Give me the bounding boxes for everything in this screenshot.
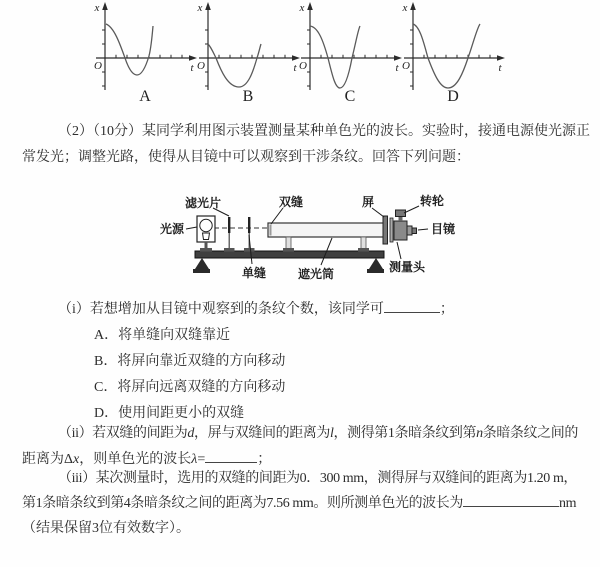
option-d-label: D． bbox=[94, 406, 119, 421]
double-slit-plate bbox=[270, 225, 272, 236]
option-a-label: A． bbox=[94, 328, 119, 343]
q-ii-equals: = bbox=[197, 452, 206, 467]
graph-c-caption: C bbox=[344, 88, 356, 105]
answer-blank-ii bbox=[205, 449, 257, 463]
option-a-text: 将单缝向双缝靠近 bbox=[118, 328, 231, 343]
graph-c bbox=[294, 0, 406, 112]
q-ii-seg2: ，屏与双缝间的距离为 bbox=[194, 426, 330, 441]
apparatus-svg bbox=[150, 185, 480, 300]
filter-holder bbox=[224, 217, 235, 252]
option-a bbox=[22, 323, 588, 349]
t-axis-label: t bbox=[498, 62, 502, 74]
optical-bench bbox=[193, 251, 384, 273]
wave-curve bbox=[106, 24, 153, 75]
question-intro bbox=[22, 119, 588, 171]
y-axis-arrow-icon bbox=[410, 2, 416, 10]
graph-b bbox=[192, 0, 304, 112]
t-axis-arrow-icon bbox=[497, 55, 505, 61]
graph-a bbox=[89, 0, 201, 112]
intro-line-2: 常发光；调整光路，使得从目镜中可以观察到干涉条纹。回答下列问题： bbox=[22, 150, 470, 165]
q-ii-seg5: 距离为Δ bbox=[22, 452, 74, 467]
question-i-block bbox=[22, 297, 588, 427]
screen-label: 屏 bbox=[361, 195, 375, 209]
t-axis-label: t bbox=[395, 62, 399, 74]
measuring-head-label: 测量头 bbox=[388, 260, 426, 274]
question-iii-line-2 bbox=[22, 491, 588, 516]
graph-b-caption: B bbox=[242, 88, 254, 105]
origin-label: O bbox=[94, 60, 102, 72]
wave-curve bbox=[208, 44, 261, 87]
origin-label: O bbox=[197, 60, 205, 72]
y-axis-arrow-icon bbox=[102, 2, 108, 10]
answer-blank-iii bbox=[463, 493, 559, 507]
graph-c-plot bbox=[294, 0, 406, 94]
t-axis-label: t bbox=[293, 62, 297, 74]
var-lambda: λ bbox=[191, 452, 198, 467]
option-d-text: 使用间距更小的双缝 bbox=[118, 406, 245, 421]
x-axis-label: x bbox=[94, 2, 100, 14]
graph-d-plot bbox=[397, 0, 509, 94]
measuring-head bbox=[390, 210, 417, 242]
question-iii-line-1: （iii）某次测量时，选用的双缝的间距为0．300 mm，测得屏与双缝间的距离为1.20 m， bbox=[58, 471, 578, 486]
option-b bbox=[22, 349, 588, 375]
question-i-stem-text: （i）若想增加从目镜中观察到的条纹个数，该同学可 bbox=[58, 302, 384, 317]
option-c-text: 将屏向远离双缝的方向移动 bbox=[117, 380, 286, 395]
answer-blank-i bbox=[384, 299, 440, 313]
intro-line-1: （2）（10分）某同学利用图示装置测量某种单色光的波长。实验时，接通电源使光源正 bbox=[58, 124, 590, 139]
x-axis-label: x bbox=[197, 2, 203, 14]
question-ii-line-1 bbox=[22, 421, 588, 447]
graph-a-plot bbox=[89, 0, 201, 94]
x-axis-label: x bbox=[402, 2, 408, 14]
q-ii-seg6: ，则单色光的波长 bbox=[79, 452, 192, 467]
var-n: n bbox=[476, 426, 483, 441]
option-b-text: 将屏向靠近双缝的方向移动 bbox=[117, 354, 286, 369]
eyepiece-tube bbox=[407, 226, 412, 235]
q-ii-seg4: 条暗条纹之间的 bbox=[482, 426, 578, 441]
eyepiece-label: 目镜 bbox=[431, 222, 456, 236]
filter-label: 滤光片 bbox=[184, 196, 222, 210]
q-iii-line2-suffix: nm bbox=[558, 496, 577, 511]
question-iii-line-3: （结果保留3位有效数字）。 bbox=[22, 521, 190, 536]
question-i-stem bbox=[22, 297, 588, 323]
graph-b-plot bbox=[192, 0, 304, 94]
var-x: x bbox=[73, 452, 80, 467]
wave-curve bbox=[310, 26, 360, 88]
question-iii-block bbox=[22, 466, 588, 541]
q-iii-line2-prefix: 第1条暗条纹到第4条暗条纹之间的距离为7.56 mm。则所测单色光的波长为 bbox=[22, 496, 463, 511]
origin-label: O bbox=[402, 60, 410, 72]
t-axis-label: t bbox=[190, 62, 194, 74]
single-slit-label: 单缝 bbox=[241, 266, 267, 280]
shield-tube-label: 遮光筒 bbox=[297, 267, 335, 281]
light-source bbox=[197, 216, 215, 252]
lamp-bulb-icon bbox=[200, 219, 212, 231]
question-i-stem-end: ； bbox=[439, 302, 454, 317]
option-c-label: C． bbox=[94, 380, 118, 395]
graph-d bbox=[397, 0, 509, 112]
y-axis-arrow-icon bbox=[205, 2, 211, 10]
var-l: l bbox=[330, 426, 334, 441]
option-c bbox=[22, 375, 588, 401]
shield-tube bbox=[268, 223, 384, 252]
apparatus-diagram bbox=[150, 185, 480, 305]
option-graphs-row bbox=[0, 0, 600, 112]
q-ii-seg7: ； bbox=[257, 452, 272, 467]
origin-label: O bbox=[299, 60, 307, 72]
wheel-knob bbox=[396, 210, 406, 217]
q-ii-seg3: ，测得第1条暗条纹到第 bbox=[333, 426, 477, 441]
wheel-label: 转轮 bbox=[419, 194, 445, 208]
option-b-label: B． bbox=[94, 354, 118, 369]
graph-a-caption: A bbox=[139, 88, 151, 105]
graph-d-caption: D bbox=[447, 88, 459, 105]
screen-plate bbox=[383, 216, 388, 244]
y-axis-arrow-icon bbox=[307, 2, 313, 10]
q-ii-seg1: （ii）若双缝的间距为 bbox=[58, 426, 188, 441]
double-slit-label: 双缝 bbox=[278, 195, 304, 209]
bench-left-foot bbox=[195, 258, 209, 269]
x-axis-label: x bbox=[299, 2, 305, 14]
light-source-label: 光源 bbox=[160, 222, 185, 236]
bench-right-foot bbox=[369, 258, 383, 269]
single-slit-holder bbox=[244, 217, 255, 252]
var-d: d bbox=[187, 426, 194, 441]
